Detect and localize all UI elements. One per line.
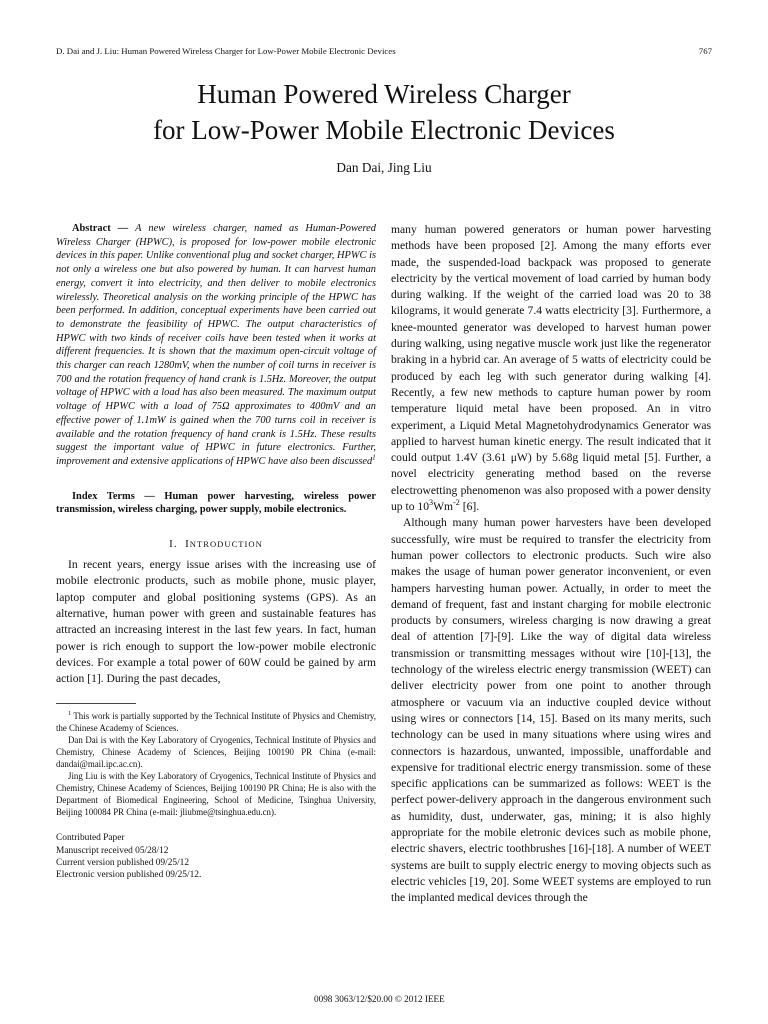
section-numeral: I.: [169, 538, 178, 551]
section-first-letter: I: [185, 538, 190, 551]
right-column: [391, 222, 711, 906]
right-paragraph-1-end: [6].: [459, 500, 480, 514]
footnote-liu: Jing Liu is with the Key Laboratory of Cryogenics, Technical Institute of Physics and Chemistry, Chinese Academy of Sciences, Beijing 100190 PR China; He is also with the Department of Biomedical Engineering, School of Medicine, Tsinghua University, Beijing 100084 PR China (e-mail: jliubme@tsinghua.edu.cn).: [56, 771, 376, 818]
contribution-type: Contributed Paper: [56, 833, 125, 844]
paper-title: [40, 76, 728, 148]
right-paragraph-2: Although many human power harvesters have been developed successfully, wire must be required to transfer the electricity from human power collectors to electronic products. Such wire also makes the usage of human power generator inconvenient, or even hampers harvesting human power. Actually, in order to meet the demand of frequent, fast and instant charging for mobile electronic products by consumers, wireless charging is now drawing a great deal of attention [7]-[9]. Like the way of digital data wireless transmission or transmitting messages without wire [10]-[13], the technology of the wireless electric energy transmission (WEET) can deliver electricity power from one point to another through atmosphere or vacuum via an inductive coupled device without using wires or connectors [14, 15]. Based on its many merits, such technology can be used in many situations where using wires and connectors is hazardous, unwanted, impossible, unaffordable and expensive for traditional electric energy transmission. some of these specific applications can be summarized as follows: WEET is the perfect power-delivery approach in the dangerous environment such as humidity, dust, underwater, gas, mining; it is also highly appropriate for the mobile eletronic devices such as mobile phone, electric shavers, electric toothbrushes [16]-[18]. A number of WEET systems are built to supply electric energy to moving objects such as electric vehicles [19, 20]. Some WEET systems are employed to run the implanted medical devices through the: [391, 516, 711, 905]
abstract-footnote-mark: 1: [372, 453, 376, 462]
index-terms: Index Terms — Human power harvesting, wireless power transmission, wireless charging, power supply, mobile electronics.: [56, 490, 376, 516]
right-paragraph-1-text: many human powered generators or human power harvesting methods have been proposed [2]. Among the many efforts ever made, the suspended-load backpack was proposed to generate electricity by the vertical movement of load carried by human body during walking. If the weight of the carried load was 20 to 38 kilograms, it would generate 7.4 watts electricity [3]. Furthermore, a knee-mounted generator was developed to harvest human power during walking, using negative muscle work just like the regenerator braking in a hybrid car. An average of 5 watts of electricity could be produced by each leg with such generator during walking [4]. Recently, a few new methods to capture human power by room temperature liquid metal have been proposed. An in vitro experiment, a Liquid Metal Magnetohydrodynamics Generator was applied to harvest human kinetic energy. The result indicated that it could output 1.4V (3.61 μW) by 5.68g liquid metal [5]. Further, a novel electricity generating method based on the reverse electrowetting phenomenon was also proposed with a power density up to 10: [391, 223, 711, 514]
page-number: 767: [698, 46, 712, 56]
section-heading-introduction: [56, 537, 376, 551]
footnote-divider: [56, 703, 136, 704]
paper-title-line-2: for Low-Power Mobile Electronic Devices: [153, 115, 615, 145]
abstract-lead: Abstract —: [72, 223, 129, 234]
intro-paragraph: In recent years, energy issue arises with the increasing use of mobile electronic products, such as mobile phone, music player, laptop computer and global positioning systems (GPS). As an alternative, human power with green and sustainable features has attracted an increasing interest in the last few years. In fact, human power is rich enough to support the low-power mobile electronic devices. For example a total power of 60W could be gained by arm action [1]. During the past decades,: [56, 558, 376, 686]
abstract: [56, 222, 376, 469]
right-paragraph-1: [391, 222, 711, 515]
power-density-exponent: 3: [429, 498, 434, 508]
abstract-text: A new wireless charger, named as Human-Powered Wireless Charger (HPWC), is proposed for low-power mobile electronic devices in this paper. Unlike conventional plug and socket charger, HPWC is not only a wireless one but also powered by human. It can harvest human energy, convert it into electricity, and then deliver to mobile electronics wirelessly. Theoretical analysis on the working principle of the HPWC has been performed. In addition, conceptual experiments have been carried out to demonstrate the feasibility of HPWC. The output characteristics of HPWC with two kinds of receiver coils have been tested when it works at different frequencies. It is shown that the maximum open-circuit voltage of this charger can reach 1280mV, when the number of coil turns in receiver is 700 and the rotation frequency of hand crank is 1.5Hz. Moreover, the output voltage of HPWC with a load has also been measured. The maximum output voltage of HPWC with a load of 75Ω approximates to 400mV and an effective power of 1.1mW is gained when the 700 turns coil in receiver is available and the rotation frequency of hand crank is 1.5Hz. These results suggest the important value of HPWC in future electronics. Further, improvement and extensive applications of HPWC have also been discussed: [56, 223, 376, 467]
footnote-dai: Dan Dai is with the Key Laboratory of Cryogenics, Technical Institute of Physics and Chemistry, Chinese Academy of Sciences, Beijing 100190 PR China (e-mail: dandai@mail.ipc.ac.cn).: [56, 735, 376, 770]
contribution-info: [56, 832, 376, 880]
manuscript-received: Manuscript received 05/28/12: [56, 845, 169, 856]
power-density-unit-exponent: -2: [453, 498, 460, 508]
issn-copyright: 0098 3063/12/$20.00 © 2012 IEEE: [314, 994, 445, 1004]
power-density-unit: Wm: [433, 500, 454, 514]
left-column: [56, 222, 376, 881]
footnote-support: [56, 710, 376, 734]
footnote-mark: 1: [68, 710, 72, 718]
section-title-rest: NTRODUCTION: [189, 539, 263, 550]
paper-title-line-1: Human Powered Wireless Charger: [197, 79, 571, 109]
running-header: [56, 44, 712, 58]
footnote-support-text: This work is partially supported by the Technical Institute of Physics and Chemistry, the Chinese Academy of Sciences.: [56, 711, 376, 734]
current-version: Current version published 09/25/12: [56, 857, 190, 868]
electronic-version: Electronic version published 09/25/12.: [56, 869, 202, 880]
authors: Dan Dai, Jing Liu: [336, 160, 432, 175]
running-header-title: D. Dai and J. Liu: Human Powered Wireless Charger for Low-Power Mobile Electronic Devices: [56, 46, 396, 56]
